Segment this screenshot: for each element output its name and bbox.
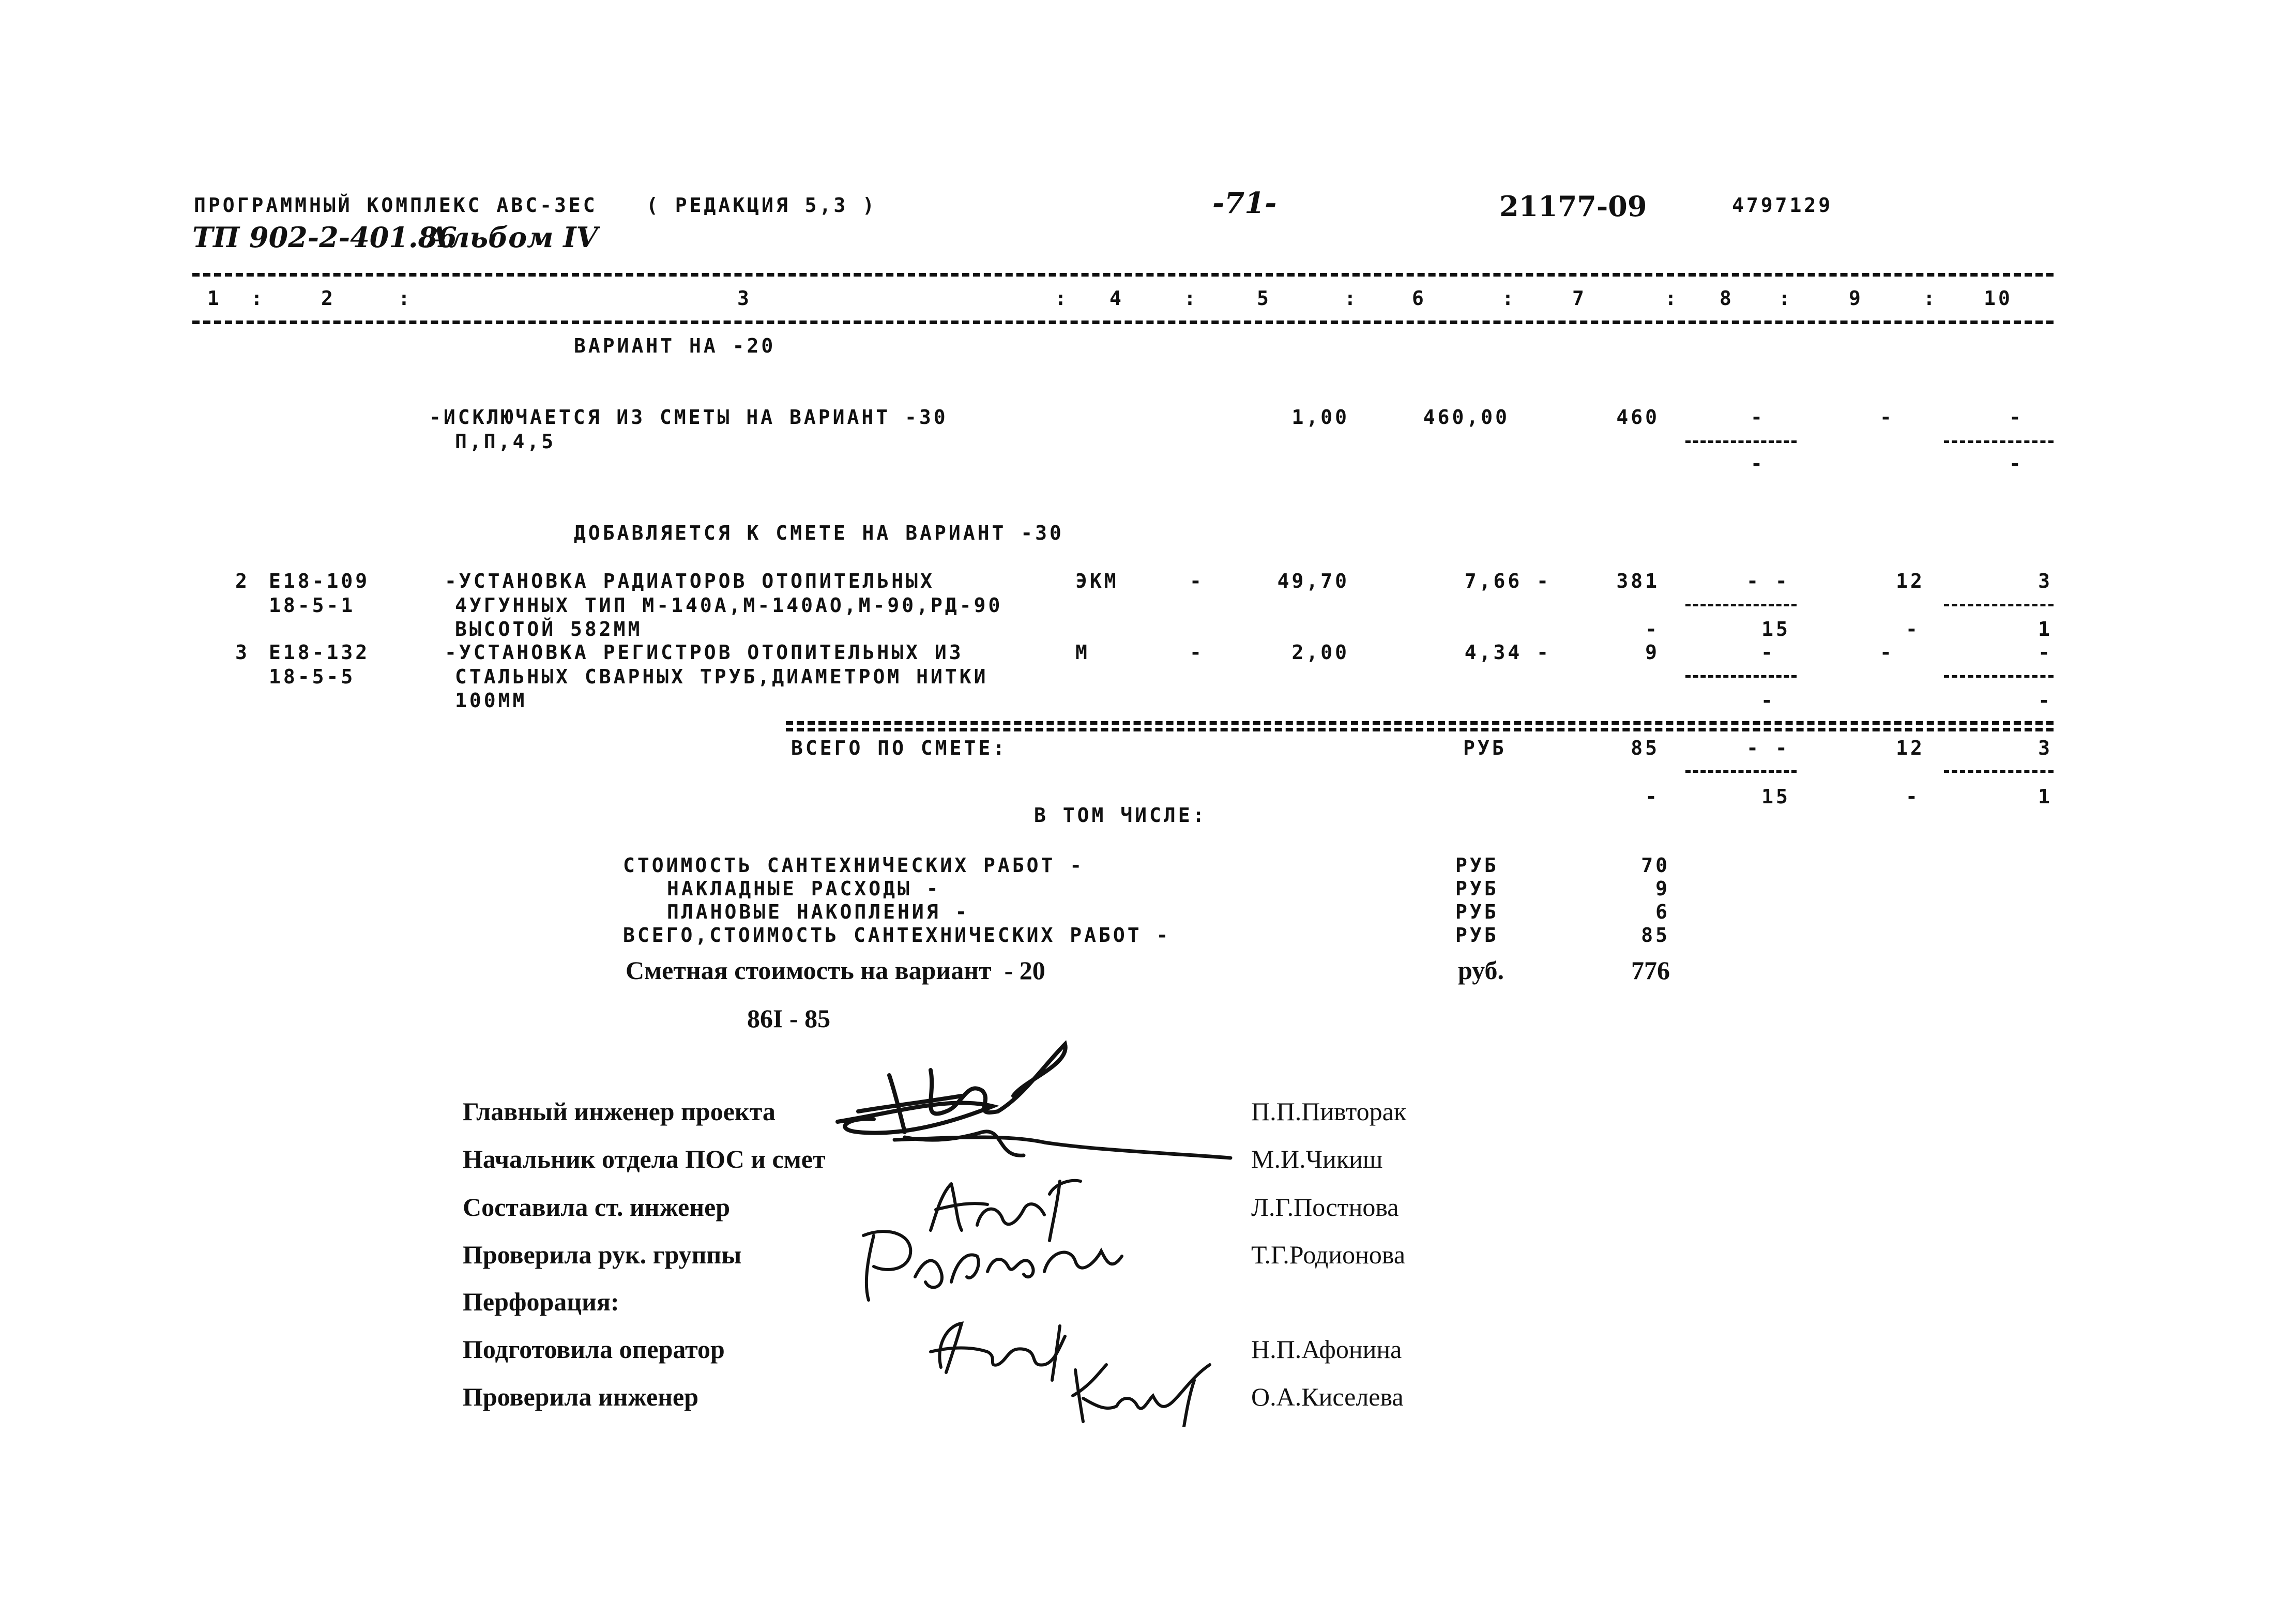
col-10-bottom: - xyxy=(2038,689,2052,712)
col-5-value: 1,00 xyxy=(1291,406,1349,429)
row-description: 100ММ xyxy=(455,689,527,712)
estimate-label: Сметная стоимость на вариант - 20 xyxy=(626,956,1045,985)
total-col-10-bottom: 1 xyxy=(2038,785,2052,808)
breakdown-value: 70 xyxy=(1641,854,1670,877)
row-description: -ИСКЛЮЧАЕТСЯ ИЗ СМЕТЫ НА ВАРИАНТ -30 xyxy=(429,406,948,429)
column-header: 3 xyxy=(737,287,752,310)
row-unit: М xyxy=(1075,641,1090,664)
breakdown-label: ПЛАНОВЫЕ НАКОПЛЕНИЯ - xyxy=(667,900,970,923)
row-unit: ЭКМ xyxy=(1075,570,1119,592)
breakdown-unit: РУБ xyxy=(1455,924,1499,947)
breakdown-label: ВСЕГО,СТОИМОСТЬ САНТЕХНИЧЕСКИХ РАБОТ - xyxy=(623,924,1171,947)
column-separator: : xyxy=(1923,287,1938,310)
col-10-divider xyxy=(1944,675,2054,678)
col-9-value: - xyxy=(1880,406,1894,429)
col-10-divider xyxy=(1944,604,2054,606)
total-label: ВСЕГО ПО СМЕТЕ: xyxy=(791,737,1008,759)
col-7-value: 460 xyxy=(1616,406,1660,429)
col-8-top: - xyxy=(1761,641,1775,664)
col-8-divider xyxy=(1685,675,1797,678)
col-7-value: 381 xyxy=(1616,570,1660,592)
row-code: Е18-109 xyxy=(269,570,370,592)
total-rule-top xyxy=(786,721,2054,725)
signatory-name: Т.Г.Родионова xyxy=(1251,1240,1406,1269)
breakdown-label: НАКЛАДНЫЕ РАСХОДЫ - xyxy=(667,877,941,900)
col-10-top: - xyxy=(2009,406,2024,429)
signatory-name: М.И.Чикиш xyxy=(1251,1144,1383,1173)
row-number: 3 xyxy=(235,641,250,664)
breakdown-value: 9 xyxy=(1655,877,1670,900)
column-header: 7 xyxy=(1572,287,1587,310)
col-10-divider xyxy=(1944,440,2054,443)
col-8-bottom: 15 xyxy=(1761,618,1790,640)
column-header: 1 xyxy=(207,287,222,310)
breakdown-unit: РУБ xyxy=(1455,877,1499,900)
including-label: В ТОМ ЧИСЛЕ: xyxy=(1034,804,1207,827)
estimate-unit: руб. xyxy=(1458,956,1504,985)
col-10-bottom: 1 xyxy=(2038,618,2052,640)
row-description: СТАЛЬНЫХ СВАРНЫХ ТРУБ,ДИАМЕТРОМ НИТКИ xyxy=(455,665,989,688)
signatory-name: Н.П.Афонина xyxy=(1251,1335,1402,1364)
column-separator: : xyxy=(1055,287,1069,310)
total-unit: РУБ xyxy=(1463,737,1507,759)
row-description: 4УГУННЫХ ТИП М-140А,М-140АО,М-90,РД-90 xyxy=(455,594,1003,617)
row-reference: 18-5-5 xyxy=(269,665,356,688)
col-6-value: 460,00 xyxy=(1423,406,1510,429)
total-col-10-divider xyxy=(1944,770,2054,773)
column-separator: : xyxy=(251,287,265,310)
col-8-divider xyxy=(1685,440,1797,443)
header-rule-bottom xyxy=(192,320,2054,324)
breakdown-value: 6 xyxy=(1655,900,1670,923)
rodionova-signature xyxy=(853,1215,1132,1308)
total-col-9-top: 12 xyxy=(1896,737,1925,759)
signatory-role: Подготовила оператор xyxy=(463,1335,725,1364)
signatory-role: Проверила рук. группы xyxy=(463,1240,742,1269)
document-number: 21177-09 xyxy=(1499,190,1647,223)
col-5-value: 49,70 xyxy=(1277,570,1349,592)
col-8-top: - - xyxy=(1746,570,1790,592)
kiseleva-signature xyxy=(1060,1349,1225,1427)
row-code: Е18-132 xyxy=(269,641,370,664)
edition-label: ( РЕДАКЦИЯ 5,3 ) xyxy=(646,194,877,217)
signatory-role: Перфорация: xyxy=(463,1287,619,1316)
row-description: -УСТАНОВКА РЕГИСТРОВ ОТОПИТЕЛЬНЫХ ИЗ xyxy=(445,641,964,664)
column-separator: : xyxy=(1184,287,1198,310)
chief-engineer-signature xyxy=(827,1034,1241,1189)
added-title: ДОБАВЛЯЕТСЯ К СМЕТЕ НА ВАРИАНТ -30 xyxy=(574,522,1064,544)
column-separator: : xyxy=(398,287,413,310)
column-header: 2 xyxy=(321,287,336,310)
col-4-value: - xyxy=(1190,570,1204,592)
col-9-value: - xyxy=(1880,641,1894,664)
row-description: ВЫСОТОЙ 582ММ xyxy=(455,618,643,640)
total-col-8-divider xyxy=(1685,770,1797,773)
breakdown-unit: РУБ xyxy=(1455,854,1499,877)
total-rule-double xyxy=(786,728,2054,731)
header-rule-top xyxy=(192,273,2054,277)
col-7-value: 9 xyxy=(1645,641,1660,664)
row-description: -УСТАНОВКА РАДИАТОРОВ ОТОПИТЕЛЬНЫХ xyxy=(445,570,935,592)
column-header: 6 xyxy=(1412,287,1426,310)
col-8-top: - xyxy=(1751,406,1765,429)
total-col-8-top: - - xyxy=(1746,737,1790,759)
column-header: 8 xyxy=(1720,287,1734,310)
col-10-top: - xyxy=(2038,641,2052,664)
col-8-bottom: - xyxy=(1761,689,1775,712)
column-header: 5 xyxy=(1257,287,1271,310)
col-10-bottom: - xyxy=(2009,452,2024,475)
column-separator: : xyxy=(1502,287,1516,310)
col-8-divider xyxy=(1685,604,1797,606)
total-col-7-sub: - xyxy=(1645,785,1660,808)
col-4-value: - xyxy=(1190,641,1204,664)
col-10-top: 3 xyxy=(2038,570,2052,592)
col-9-top: 12 xyxy=(1896,570,1925,592)
signatory-role: Главный инженер проекта xyxy=(463,1097,776,1126)
program-title: ПРОГРАММНЫЙ КОМПЛЕКС АВС-ЗЕС xyxy=(194,194,598,217)
col-6-value: 7,66 - xyxy=(1464,570,1551,592)
estimate-value: 776 xyxy=(1631,956,1670,985)
col-9-bottom: - xyxy=(1906,618,1920,640)
breakdown-label: СТОИМОСТЬ САНТЕХНИЧЕСКИХ РАБОТ - xyxy=(623,854,1085,877)
column-separator: : xyxy=(1778,287,1793,310)
signatory-name: О.А.Киселева xyxy=(1251,1382,1404,1411)
row-description: П,П,4,5 xyxy=(455,430,556,453)
breakdown-unit: РУБ xyxy=(1455,900,1499,923)
page-number: -71- xyxy=(1212,186,1277,220)
signatory-role: Начальник отдела ПОС и смет xyxy=(463,1144,826,1173)
row-reference: 18-5-1 xyxy=(269,594,356,617)
column-header: 9 xyxy=(1849,287,1863,310)
album-label: Альбом IV xyxy=(427,221,598,254)
row-number: 2 xyxy=(235,570,250,592)
col-7-sub: - xyxy=(1645,618,1660,640)
signatory-name: П.П.Пивторак xyxy=(1251,1097,1407,1126)
column-separator: : xyxy=(1344,287,1359,310)
column-separator: : xyxy=(1665,287,1679,310)
signatory-role: Проверила инженер xyxy=(463,1382,699,1411)
breakdown-value: 85 xyxy=(1641,924,1670,947)
column-header: 4 xyxy=(1109,287,1124,310)
column-header: 10 xyxy=(1984,287,2013,310)
col-6-value: 4,34 - xyxy=(1464,641,1551,664)
signatory-role: Составила ст. инженер xyxy=(463,1193,731,1222)
project-code: ТП 902-2-401.86 xyxy=(192,221,457,254)
total-col-8-bottom: 15 xyxy=(1761,785,1790,808)
signatory-name: Л.Г.Постнова xyxy=(1251,1193,1399,1222)
document-code: 4797129 xyxy=(1732,194,1833,217)
variant-title: ВАРИАНТ НА -20 xyxy=(574,334,776,357)
total-col-9-bottom: - xyxy=(1906,785,1920,808)
total-col-10-top: 3 xyxy=(2038,737,2052,759)
total-col-7: 85 xyxy=(1631,737,1660,759)
reference-code: 86I - 85 xyxy=(747,1004,831,1033)
col-8-bottom: - xyxy=(1751,452,1765,475)
col-5-value: 2,00 xyxy=(1291,641,1349,664)
